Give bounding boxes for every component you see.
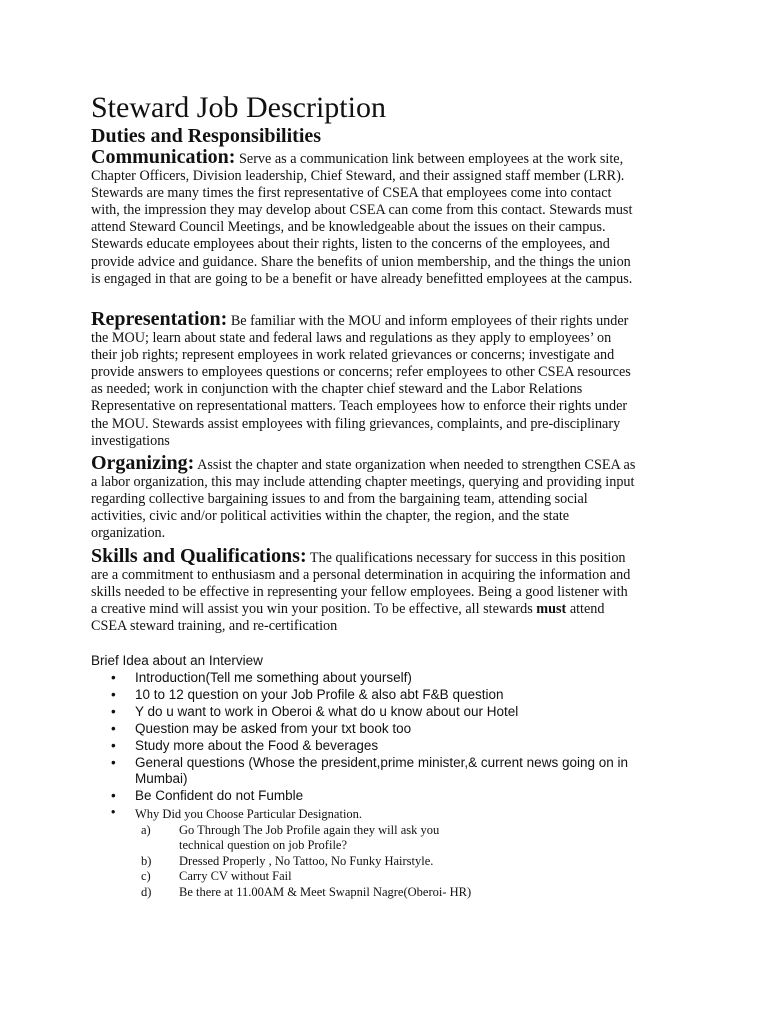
list-item bbox=[91, 755, 661, 789]
bullet-icon: • bbox=[111, 737, 116, 753]
section-organizing bbox=[91, 452, 636, 542]
section-heading-organizing: Organizing: bbox=[91, 452, 195, 474]
bullet-icon: • bbox=[111, 805, 116, 820]
bullet-icon: • bbox=[111, 686, 116, 702]
page-subtitle: Duties and Responsibilities bbox=[91, 125, 322, 147]
section-communication bbox=[91, 146, 636, 288]
bullet-icon: • bbox=[111, 703, 116, 719]
bullet-icon: • bbox=[111, 788, 116, 804]
section-heading-representation: Representation: bbox=[91, 308, 228, 330]
section-text-skills-end: attend CSEA steward training, and re-certification bbox=[91, 601, 605, 635]
interview-heading: Brief Idea about an Interview bbox=[91, 653, 263, 668]
list-item-text: Be Confident do not Fumble bbox=[135, 788, 304, 804]
section-heading-skills: Skills and Qualifications: bbox=[91, 545, 307, 567]
section-skills bbox=[91, 545, 636, 635]
list-item-text: General questions (Whose the president,prime minister,& current news going on in Mumbai) bbox=[135, 754, 629, 787]
designation-sublist bbox=[135, 823, 661, 901]
bullet-icon: • bbox=[111, 720, 116, 736]
list-item-text: Y do u want to work in Oberoi & what do u know about our Hotel bbox=[135, 703, 519, 719]
section-representation bbox=[91, 308, 636, 450]
sub-list-marker: b) bbox=[141, 853, 152, 868]
section-text-skills: The qualifications necessary for success in this position are a commitment to enthusiasm and a personal determination in acquiring the information and skills needed to be effective in representing your fellow employees. Being a good listener with a creative mind will assist you win your position. To be effective, all stewards bbox=[91, 550, 631, 618]
page-title: Steward Job Description bbox=[91, 91, 386, 124]
section-text-organizing: Assist the chapter and state organization when needed to strengthen CSEA as a labor organization, this may include attending chapter meetings, querying and providing input regarding collective bargaining issues to and from the bargaining team, attending social activities, civic and/or political activities within the chapter, the region, and the state organization. bbox=[91, 457, 636, 542]
sub-list-text: Carry CV without Fail bbox=[179, 869, 292, 884]
sub-list-text: Be there at 11.00AM & Meet Swapnil Nagre(Oberoi- HR) bbox=[179, 884, 472, 899]
sub-list-text: Dressed Properly , No Tattoo, No Funky Hairstyle. bbox=[179, 853, 434, 868]
list-item-text: Study more about the Food & beverages bbox=[135, 737, 379, 753]
interview-tips-list bbox=[91, 670, 661, 900]
list-item bbox=[91, 687, 661, 704]
bullet-icon: • bbox=[111, 754, 116, 770]
sub-list-item bbox=[135, 854, 661, 870]
sub-list-text: Go Through The Job Profile again they will ask you technical question on job Profile? bbox=[179, 822, 440, 853]
list-item bbox=[91, 670, 661, 687]
sub-list-item bbox=[135, 869, 661, 885]
bullet-icon: • bbox=[111, 670, 116, 685]
sub-list-item bbox=[135, 823, 661, 854]
sub-list-marker: a) bbox=[141, 822, 151, 837]
section-text-representation: Be familiar with the MOU and inform employees of their rights under the MOU; learn about state and federal laws and regulations as they apply to employees’ on their job rights; represent employees in work related grievances or concerns; investigate and provide answers to employees questions or concerns; refer employees to other CSEA resources as needed; work in conjunction with the chapter chief steward and the Labor Relations Representative on representational matters. Teach employees how to enforce their rights under the MOU. Stewards assist employees with filing grievances, complaints, and pre-disciplinary investigations bbox=[91, 313, 631, 449]
list-item bbox=[91, 788, 661, 805]
list-item-text: Introduction(Tell me something about yourself) bbox=[135, 670, 412, 685]
list-item-text: 10 to 12 question on your Job Profile & also abt F&B question bbox=[135, 686, 504, 702]
section-text-skills-emphasis: must bbox=[536, 601, 567, 618]
list-item-text: Why Did you Choose Particular Designation. bbox=[135, 807, 363, 822]
sub-list-marker: d) bbox=[141, 884, 152, 899]
section-heading-communication: Communication: bbox=[91, 146, 236, 168]
list-item bbox=[91, 805, 661, 900]
list-item bbox=[91, 704, 661, 721]
list-item-text: Question may be asked from your txt book too bbox=[135, 720, 412, 736]
sub-list-marker: c) bbox=[141, 869, 151, 884]
list-item bbox=[91, 721, 661, 738]
sub-list-item bbox=[135, 885, 661, 901]
section-text-communication: Serve as a communication link between employees at the work site, Chapter Officers, Division leadership, Chief Steward, and their assigned staff member (LRR). Stewards are many times the first representative of CSEA that employees come into contact with, the impression they may develop about CSEA can come from this contact. Stewards must attend Steward Council Meetings, and be knowledgeable about the issues on their campus. Stewards educate employees about their rights, listen to the concerns of the employees, and provide advice and guidance. Share the benefits of union membership, and the things the union is engaged in that are going to be a benefit or have already benefitted employees at the campus. bbox=[91, 151, 633, 287]
list-item bbox=[91, 738, 661, 755]
